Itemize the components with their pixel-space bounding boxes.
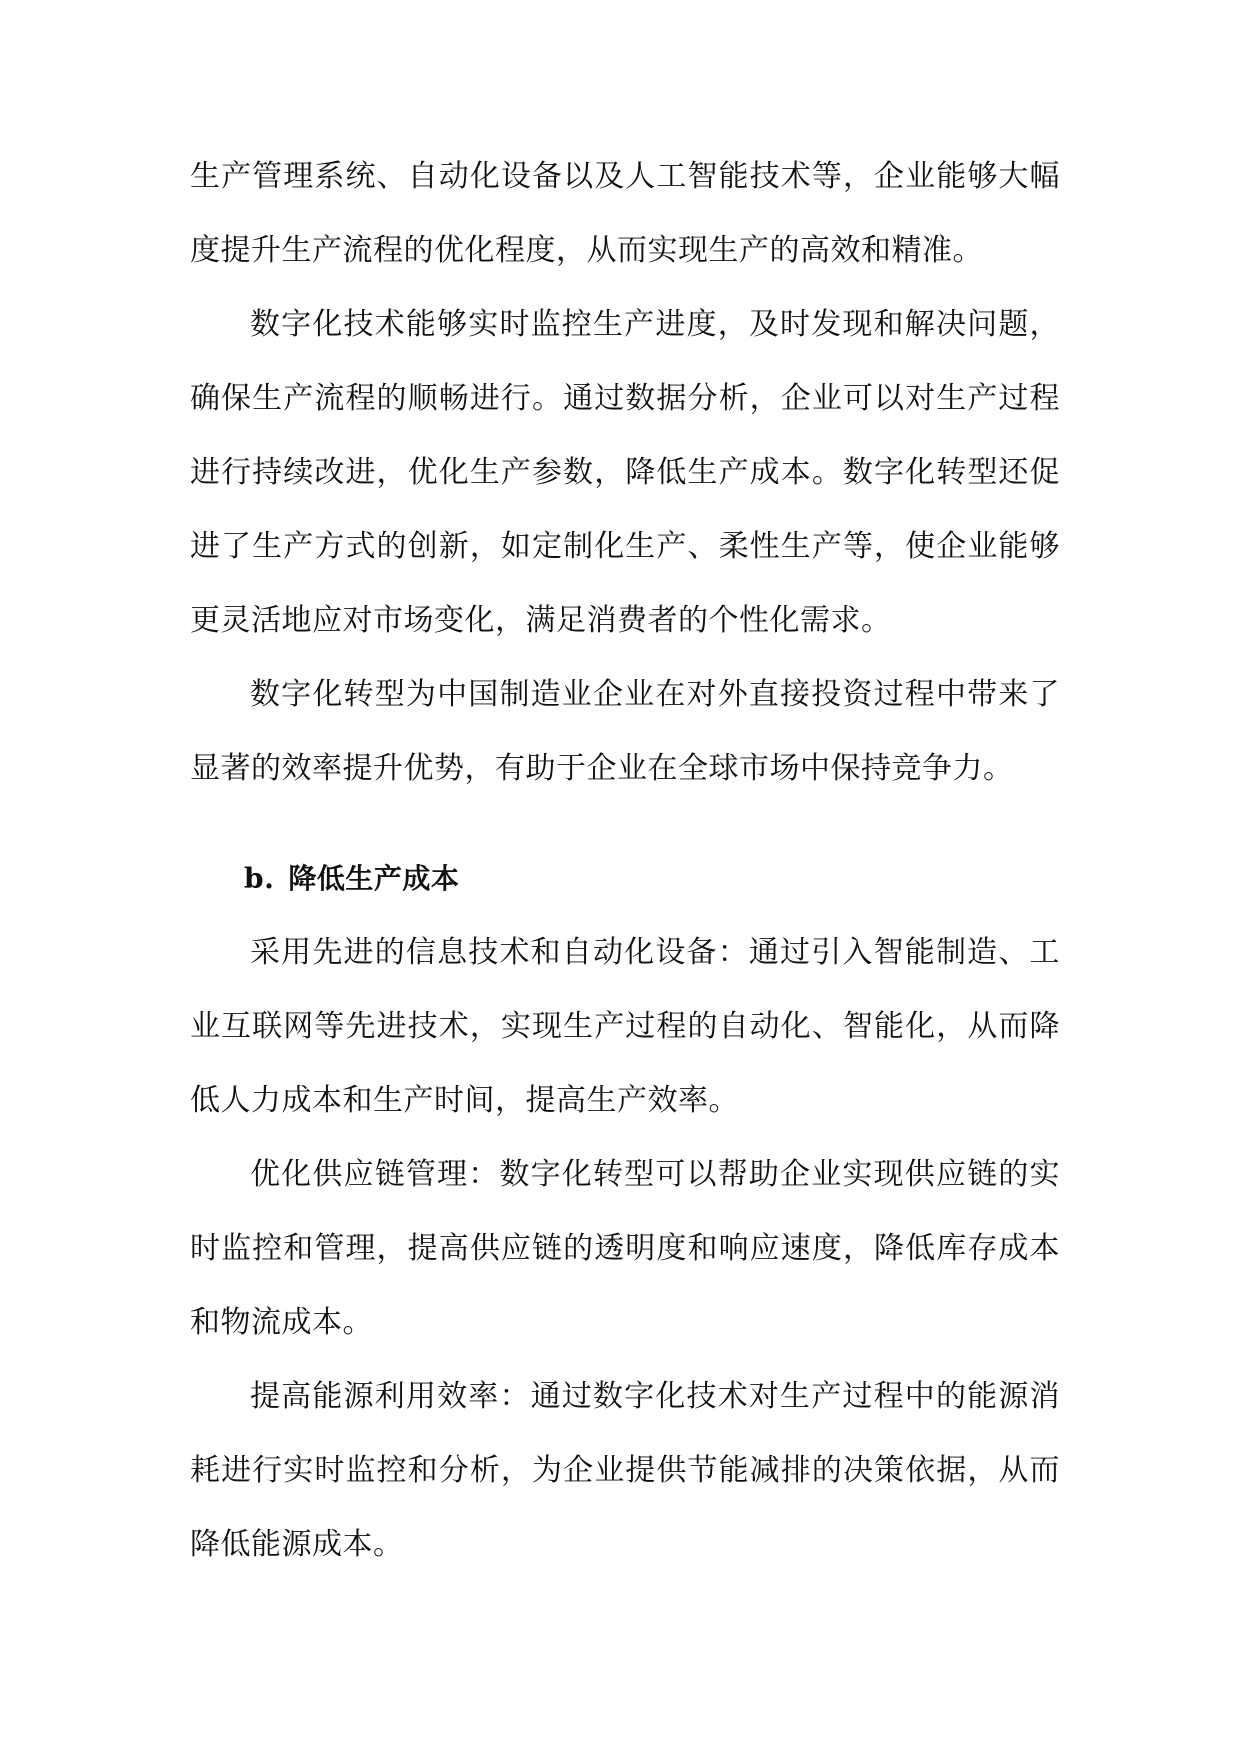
- section-heading: [190, 842, 1060, 916]
- paragraph: 数字化技术能够实时监控生产进度，及时发现和解决问题，确保生产流程的顺畅进行。通过数据分析，企业可以对生产过程进行持续改进，优化生产参数，降低生产成本。数字化转型还促进了生产方式的创新，如定制化生产、柔性生产等，使企业能够更灵活地应对市场变化，满足消费者的个性化需求。: [190, 307, 1060, 638]
- section-heading-marker: b.: [244, 862, 275, 895]
- paragraph: 采用先进的信息技术和自动化设备：通过引入智能制造、工业互联网等先进技术，实现生产过程的自动化、智能化，从而降低人力成本和生产时间，提高生产效率。: [190, 935, 1060, 1118]
- paragraph: 提高能源利用效率：通过数字化技术对生产过程中的能源消耗进行实时监控和分析，为企业提供节能减排的决策依据，从而降低能源成本。: [190, 1379, 1060, 1562]
- paragraph: 优化供应链管理：数字化转型可以帮助企业实现供应链的实时监控和管理，提高供应链的透明度和响应速度，降低库存成本和物流成本。: [190, 1157, 1060, 1340]
- paragraph-continuation: 生产管理系统、自动化设备以及人工智能技术等，企业能够大幅度提升生产流程的优化程度，从而实现生产的高效和精准。: [190, 159, 1060, 268]
- document-body: [190, 140, 1060, 1582]
- paragraph: 数字化转型为中国制造业企业在对外直接投资过程中带来了显著的效率提升优势，有助于企业在全球市场中保持竞争力。: [190, 677, 1060, 786]
- section-heading-title: 降低生产成本: [288, 862, 460, 895]
